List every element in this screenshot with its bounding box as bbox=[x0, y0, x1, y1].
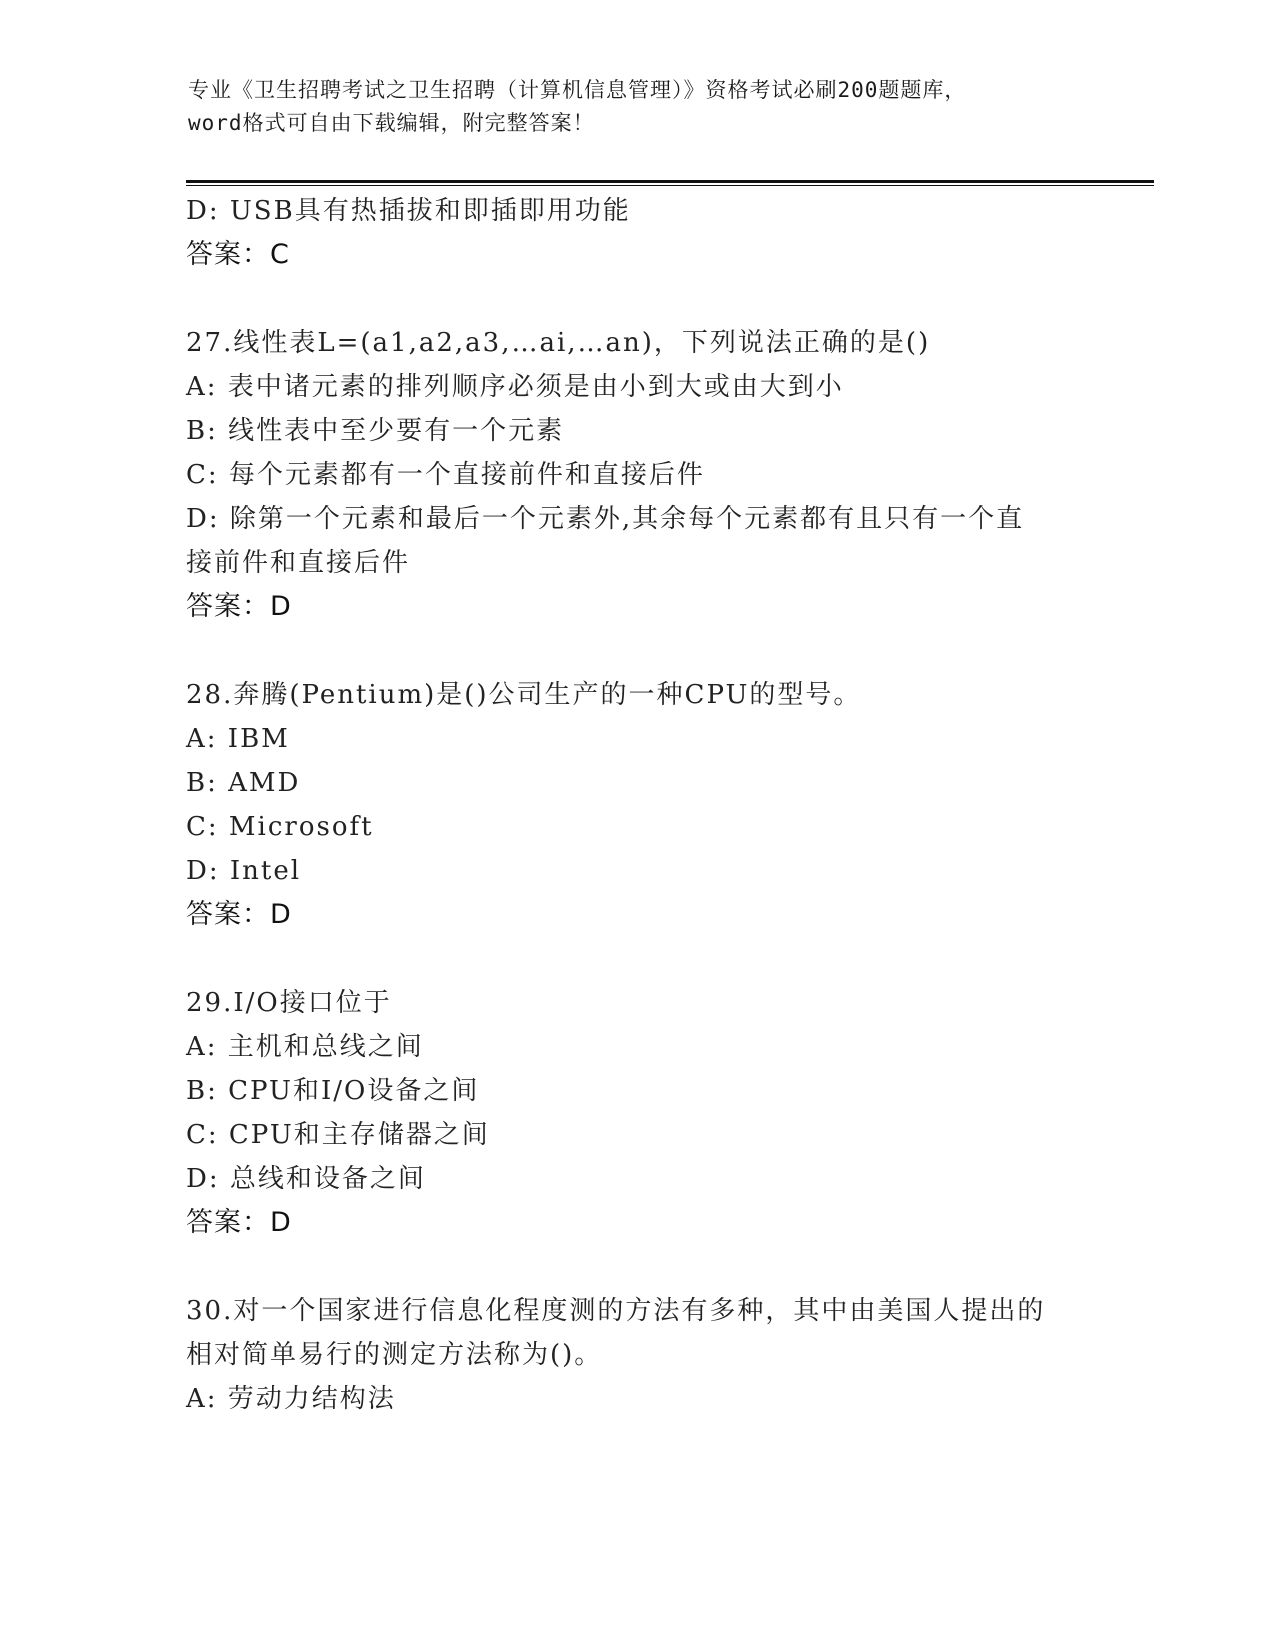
q30-question-line1: 30.对一个国家进行信息化程度测的方法有多种，其中由美国人提出的 bbox=[186, 1296, 1046, 1326]
q30-option-a: A: 劳动力结构法 bbox=[186, 1384, 396, 1414]
header-divider-thick bbox=[186, 180, 1154, 183]
q28-answer: 答案：D bbox=[186, 899, 292, 930]
q29-option-a: A: 主机和总线之间 bbox=[186, 1032, 424, 1062]
q27-question: 27.线性表L=(a1,a2,a3,…ai,…an)，下列说法正确的是() bbox=[186, 328, 931, 358]
q27-option-a: A: 表中诸元素的排列顺序必须是由小到大或由大到小 bbox=[186, 372, 844, 402]
q28-option-a: A: IBM bbox=[186, 724, 290, 754]
q29-answer: 答案：D bbox=[186, 1207, 292, 1238]
header-divider-thin bbox=[186, 185, 1154, 186]
prev-option-d: D: USB具有热插拔和即插即用功能 bbox=[186, 196, 631, 226]
q27-option-c: C: 每个元素都有一个直接前件和直接后件 bbox=[186, 460, 705, 490]
q30-question-line2: 相对简单易行的测定方法称为()。 bbox=[186, 1340, 603, 1370]
header-title-line2: word格式可自由下载编辑，附完整答案！ bbox=[188, 111, 595, 135]
q27-option-b: B: 线性表中至少要有一个元素 bbox=[186, 416, 565, 446]
document-header bbox=[188, 74, 1088, 140]
header-title-line1: 专业《卫生招聘考试之卫生招聘（计算机信息管理）》资格考试必刷200题题库， bbox=[188, 78, 967, 102]
q28-option-c: C: Microsoft bbox=[186, 812, 374, 842]
q27-option-d-line1: D: 除第一个元素和最后一个元素外,其余每个元素都有且只有一个直 bbox=[186, 504, 1025, 534]
q28-option-d: D: Intel bbox=[186, 856, 302, 886]
q29-option-d: D: 总线和设备之间 bbox=[186, 1164, 426, 1194]
q27-option-d-line2: 接前件和直接后件 bbox=[186, 548, 411, 578]
q29-option-b: B: CPU和I/O设备之间 bbox=[186, 1076, 480, 1106]
q29-option-c: C: CPU和主存储器之间 bbox=[186, 1120, 490, 1150]
q29-question: 29.I/O接口位于 bbox=[186, 988, 392, 1018]
q28-option-b: B: AMD bbox=[186, 768, 301, 798]
q27-answer: 答案：D bbox=[186, 591, 292, 622]
prev-answer: 答案：C bbox=[186, 239, 290, 270]
q28-question: 28.奔腾(Pentium)是()公司生产的一种CPU的型号。 bbox=[186, 680, 862, 710]
